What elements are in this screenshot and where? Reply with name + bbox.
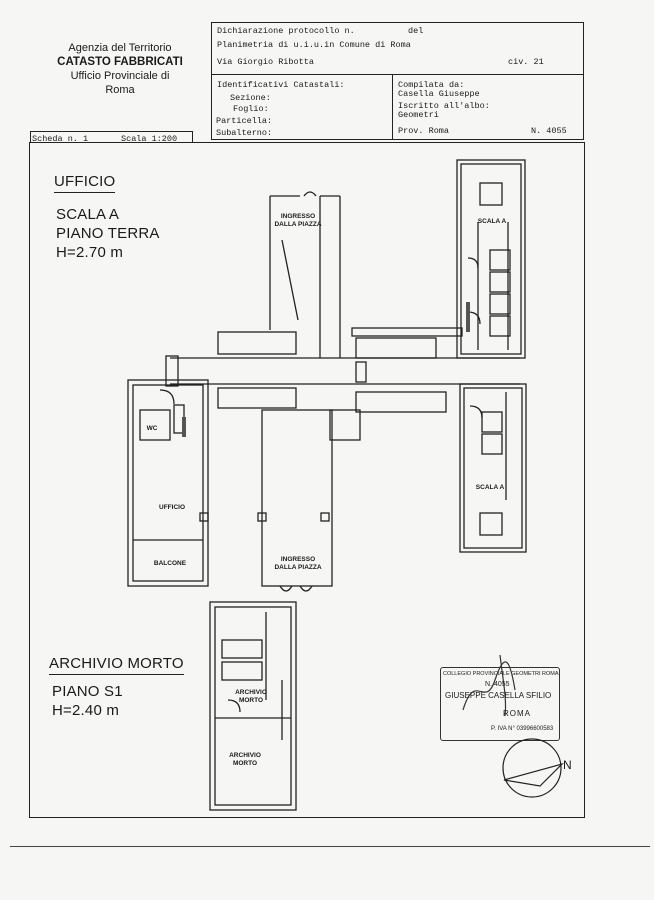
balcone-label: BALCONE xyxy=(153,560,187,567)
stamp-citta: ROMA xyxy=(503,709,531,718)
archivio-2-line1: ARCHIVIO xyxy=(229,752,261,759)
ingresso-bottom-label xyxy=(266,556,330,572)
archivio-1-line1: ARCHIVIO xyxy=(235,689,267,696)
north-arrow-icon xyxy=(500,736,570,806)
archivio-2-line2: MORTO xyxy=(232,760,258,767)
scala-a-bottom-label: SCALA A xyxy=(475,484,505,491)
stamp-numero: N. 4055 xyxy=(485,681,510,688)
ingresso-top-line2: DALLA PIAZZA xyxy=(274,221,322,228)
scala-value: Scala 1:200 xyxy=(121,134,178,144)
dichiarazione-label: Dichiarazione protocollo n. xyxy=(217,26,355,36)
ingresso-top-label xyxy=(268,213,328,229)
archivio-1-label xyxy=(226,689,276,705)
signature-scribble xyxy=(455,650,535,720)
archivio-1-line2: MORTO xyxy=(238,697,264,704)
del-label: del xyxy=(408,26,424,36)
civico: civ. 21 xyxy=(508,57,544,67)
archivio-2-label xyxy=(220,752,270,768)
address: Via Giorgio Ribotta xyxy=(217,57,314,67)
albo-value: Geometri xyxy=(398,110,439,120)
city: Roma xyxy=(105,84,135,96)
particella-label: Particella: xyxy=(216,116,273,126)
foglio-label: Foglio: xyxy=(233,104,269,114)
identificativi-label: Identificativi Catastali: xyxy=(217,80,345,90)
compilata-label: Compilata da: xyxy=(398,80,465,90)
altezza-terra: H=2.70 m xyxy=(56,244,124,261)
wc-label: WC xyxy=(146,425,158,432)
scala-a-title: SCALA A xyxy=(56,206,120,223)
iscrizione-numero: N. 4055 xyxy=(531,126,567,136)
altezza-s1: H=2.40 m xyxy=(52,702,120,719)
stamp-collegio: COLLEGIO PROVINCIALE GEOMETRI ROMA xyxy=(443,671,559,677)
stamp-nome: GIUSEPPE CASELLA SFILIO xyxy=(445,691,552,700)
sezione-label: Sezione: xyxy=(230,93,271,103)
north-label: N xyxy=(563,758,572,772)
ingresso-top-line1: INGRESSO xyxy=(280,213,316,220)
iscritto-label: Iscritto all'albo: xyxy=(398,101,490,111)
agency-name: Agenzia del Territorio xyxy=(68,42,172,54)
ingresso-bottom-line1: INGRESSO xyxy=(280,556,316,563)
compilatore-name: Casella Giuseppe xyxy=(398,89,480,99)
bottom-rule xyxy=(10,846,650,847)
archivio-morto-title: ARCHIVIO MORTO xyxy=(49,654,184,675)
subalterno-label: Subalterno: xyxy=(216,128,273,138)
ufficio-title: UFFICIO xyxy=(54,172,115,193)
catasto-title: CATASTO FABBRICATI xyxy=(57,56,183,68)
piano-terra-title: PIANO TERRA xyxy=(56,225,160,242)
scala-a-top-label: SCALA A xyxy=(477,218,507,225)
planimetria-label: Planimetria di u.i.u.in Comune di Roma xyxy=(217,40,411,50)
scheda-number: Scheda n. 1 xyxy=(32,134,89,144)
ufficio-room-label: UFFICIO xyxy=(159,504,185,511)
ingresso-bottom-line2: DALLA PIAZZA xyxy=(274,564,322,571)
piano-s1-title: PIANO S1 xyxy=(52,683,123,700)
stamp-piva: P. IVA N° 03996600583 xyxy=(491,726,554,732)
ufficio-provinciale: Ufficio Provinciale di xyxy=(70,70,170,82)
provincia: Prov. Roma xyxy=(398,126,450,136)
